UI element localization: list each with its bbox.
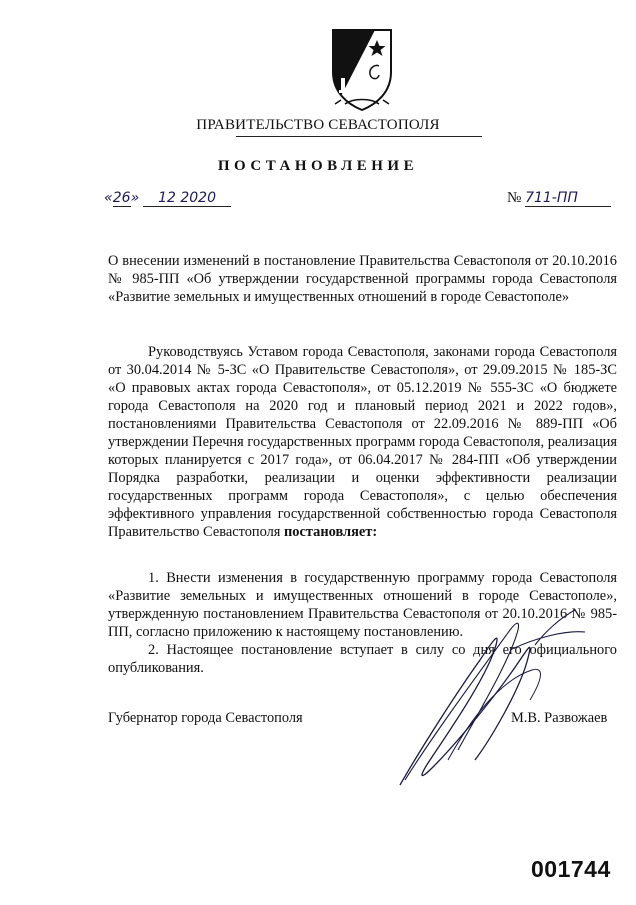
number-value: 711-ПП: [525, 190, 611, 207]
document-date: [104, 190, 236, 207]
preamble-paragraph: [108, 343, 617, 541]
preamble-text: Руководствуясь Уставом города Севастополя, законами города Севастополя от 30.04.2014 № 5-ЗС «О Правительстве Севастополя», от 29.09.2015 № 185-ЗС «О правовых актах города Севастополя», от 05.12.2019 № 555-ЗС «О бюджете города Севастополя на 2020 год и плановый период 2021 и 2022 годов», постановлениями Правительства Севастополя от 22.09.2016 № 889-ПП «Об утверждении Перечня государственных программ города Севастополя, реализация которых планируется с 2017 года», от 06.04.2017 № 284-ПП «Об утверждении Порядка разработки, реализации и оценки эффективности реализации государственных программ города Севастополя», с целью обеспечения эффективного управления государственной собственностью города Севастополя Правительство Севастополя: [108, 344, 617, 540]
signer-name: М.В. Развожаев: [511, 710, 608, 726]
coat-of-arms-icon: [327, 26, 397, 112]
date-open-quote: «: [104, 190, 113, 206]
handwritten-signature-icon: [360, 600, 590, 790]
signer-title: Губернатор города Севастополя: [108, 710, 303, 726]
document-type-heading: ПОСТАНОВЛЕНИЕ: [217, 158, 419, 174]
resolution-item-2: 2. Настоящее постановление вступает в силу со дня его официального опубликования.: [108, 642, 617, 676]
header-divider: [236, 136, 482, 137]
date-day: 26: [112, 190, 131, 206]
resolution-item-1: 1. Внести изменения в государственную программу города Севастополя «Развитие земельных и имущественных отношений в городе Севастополе», утвержденную постановлением Правительства Севастополя от 20.10.2016 № 985-ПП, согласно приложению к настоящему постановлению.: [108, 570, 617, 640]
preamble-colon: :: [372, 524, 378, 540]
preamble-verb: постановляет: [284, 524, 373, 540]
serial-number: 001744: [531, 856, 611, 882]
date-month-year: 12 2020: [143, 190, 231, 207]
document-number: [507, 190, 617, 207]
document-subject: О внесении изменений в постановление Правительства Севастополя от 20.10.2016 № 985-ПП «Об утверждении государственной программы города Севастополя «Развитие земельных и имущественных отношений в городе Севастополе»: [108, 253, 617, 305]
government-name: ПРАВИТЕЛЬСТВО СЕВАСТОПОЛЯ: [196, 117, 440, 133]
number-prefix: №: [507, 190, 522, 206]
date-close-quote: »: [130, 190, 140, 206]
